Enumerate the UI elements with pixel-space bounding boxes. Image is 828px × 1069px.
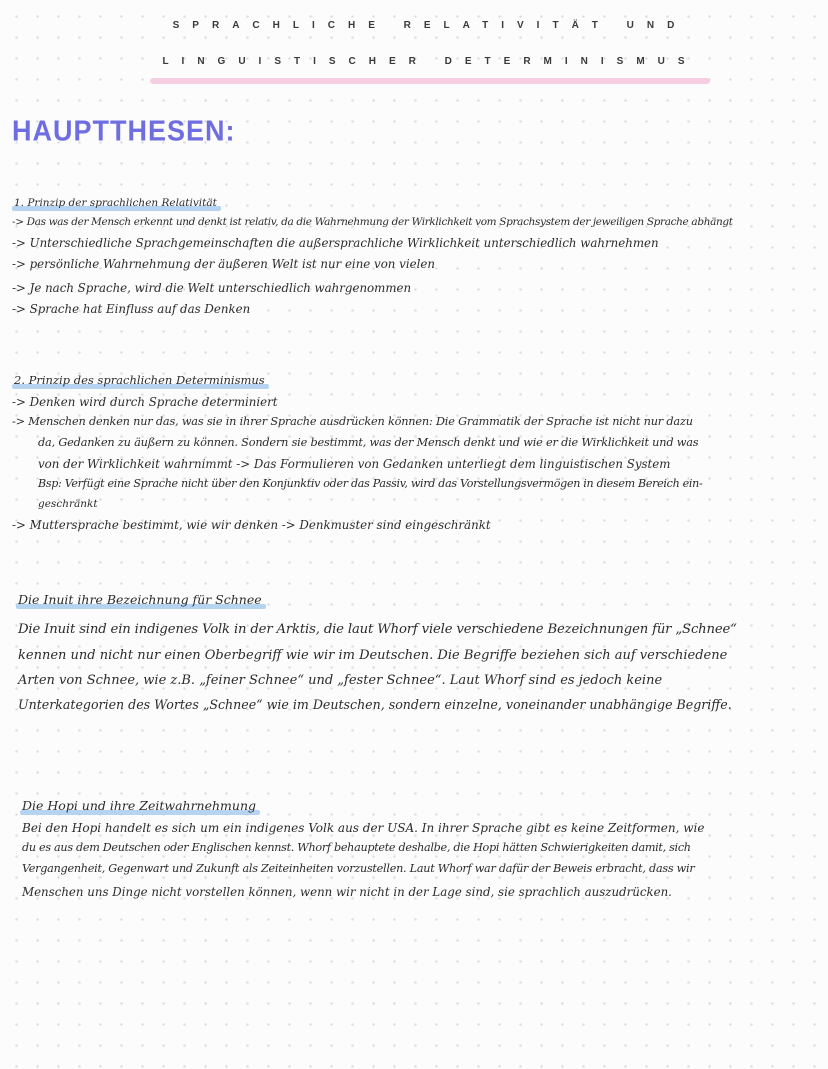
section2-line: Bsp: Verfügt eine Sprache nicht über den Konjunktiv oder das Passiv, wird das Vorstellungsvermögen in diesem Bereich ein- [38, 477, 703, 490]
title-line-1-text: SPRACHLICHE RELATIVITÄT UND [172, 20, 688, 31]
section2-line: geschränkt [38, 498, 98, 510]
section2-line: von der Wirklichkeit wahrnimmt -> Das Formulieren von Gedanken unterliegt dem linguistischen System [38, 457, 671, 471]
section3-line: kennen und nicht nur einen Oberbegriff wie wir im Deutschen. Die Begriffe beziehen sich auf verschiedene [18, 648, 728, 663]
section2-title-text: 2. Prinzip des sprachlichen Determinismus [14, 373, 265, 387]
section4-line: Bei den Hopi handelt es sich um ein indigenes Volk aus der USA. In ihrer Sprache gibt es keine Zeitformen, wie [22, 821, 705, 835]
title-underline [150, 78, 710, 84]
section4-title [22, 798, 256, 813]
title-line-1 [150, 10, 710, 46]
title-block [150, 8, 710, 82]
title-line-2 [150, 46, 710, 82]
section3-line: Arten von Schnee, wie z.B. „feiner Schnee“ und „fester Schnee“. Laut Whorf sind es jedoch keine [18, 673, 663, 688]
section1-title-text: 1. Prinzip der sprachlichen Relativität [14, 197, 217, 209]
section4-line: du es aus dem Deutschen oder Englischen kennst. Whorf behauptete deshalbe, die Hopi hätten Schwierigkeiten damit, sich [22, 841, 691, 854]
section4-title-text: Die Hopi und ihre Zeitwahrnehmung [22, 798, 256, 813]
title-line-2-text: LINGUISTISCHER DETERMINISMUS [162, 56, 698, 67]
section3-line: Die Inuit sind ein indigenes Volk in der Arktis, die laut Whorf viele verschiedene Bezeichnungen für „Schnee“ [18, 622, 737, 637]
section2-line: -> Muttersprache bestimmt, wie wir denken -> Denkmuster sind eingeschränkt [12, 518, 491, 532]
section4-line: Vergangenheit, Gegenwart und Zukunft als Zeiteinheiten vorzustellen. Laut Whorf war dafür der Beweis erbracht, dass wir [22, 862, 695, 875]
section1-line: -> Sprache hat Einfluss auf das Denken [12, 302, 251, 316]
section1-line: -> Unterschiedliche Sprachgemeinschaften die außersprachliche Wirklichkeit unterschiedlich wahrnehmen [12, 236, 659, 250]
section2-line: -> Menschen denken nur das, was sie in ihrer Sprache ausdrücken können: Die Grammatik der Sprache ist nicht nur dazu [12, 415, 693, 428]
section3-title [18, 592, 262, 607]
section2-line: da, Gedanken zu äußern zu können. Sondern sie bestimmt, was der Mensch denkt und wie er die Wirklichkeit und was [38, 436, 699, 449]
section3-line: Unterkategorien des Wortes „Schnee“ wie im Deutschen, sondern einzelne, voneinander unabhängige Begriffe. [18, 697, 732, 712]
section1-title [14, 197, 217, 209]
section4-line: Menschen uns Dinge nicht vorstellen können, wenn wir nicht in der Lage sind, sie sprachlich auszudrücken. [22, 885, 672, 899]
section1-line: -> Je nach Sprache, wird die Welt unterschiedlich wahrgenommen [12, 281, 412, 295]
page-heading: HAUPTTHESEN: [12, 115, 236, 147]
section3-title-text: Die Inuit ihre Bezeichnung für Schnee [18, 592, 262, 607]
section2-title [14, 373, 265, 387]
section1-line: -> persönliche Wahrnehmung der äußeren Welt ist nur eine von vielen [12, 257, 435, 271]
section2-line: -> Denken wird durch Sprache determiniert [12, 395, 278, 409]
section1-line: -> Das was der Mensch erkennt und denkt ist relativ, da die Wahrnehmung der Wirklichkeit vom Sprachsystem der jeweiligen Sprache abhängt [12, 216, 733, 228]
